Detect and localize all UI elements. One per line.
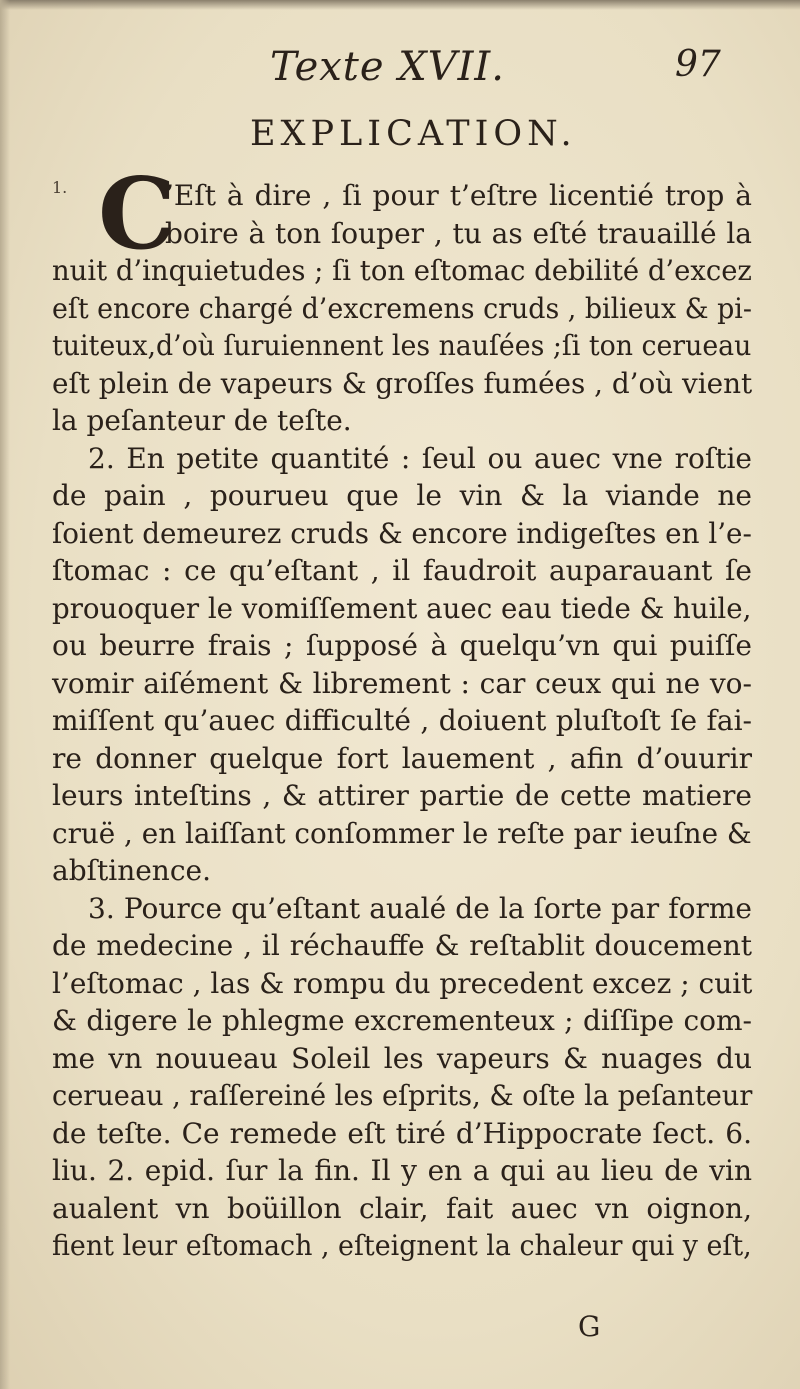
- text-line: boire à ton ſouper , tu as eſté trauaillé la: [165, 217, 752, 250]
- text-line: eſt encore chargé d’excremens cruds , bilieux & pi-: [52, 292, 752, 325]
- text-line: ’Eſt à dire , ſi pour t’eſtre licentié trop à: [165, 179, 752, 212]
- running-head: Texte XVII.: [270, 44, 505, 90]
- catchword: G: [578, 1310, 601, 1343]
- text-line: cerueau , raſſereiné les eſprits, & oſte la peſanteur: [52, 1079, 753, 1112]
- text-line: aualent vn boüillon clair, fait auec vn oignon,: [52, 1192, 752, 1225]
- text-line: vomir aiſément & librement : car ceux qui ne vo-: [52, 667, 752, 700]
- text-line: re donner quelque fort lauement , afin d’ouurir: [52, 742, 752, 775]
- text-line: l’eſtomac , las & rompu du precedent excez ; cuit: [52, 967, 753, 1000]
- text-line: 2. En petite quantité : ſeul ou auec vne roſtie: [88, 442, 752, 475]
- page-edge-shadow-top: [0, 0, 800, 10]
- text-line: ſtomac : ce qu’eſtant , il faudroit auparauant ſe: [52, 554, 752, 587]
- text-line: liu. 2. epid. ſur la fin. Il y en a qui au lieu de vin: [52, 1154, 752, 1187]
- text-line: cruë , en laiſſant conſommer le reſte par ieuſne &: [52, 817, 752, 850]
- text-line: [52, 1266, 752, 1302]
- text-line: ſoient demeurez cruds & encore indigeſtes en l’e-: [52, 517, 752, 550]
- margin-note-number: 1.: [52, 178, 68, 197]
- text-line: de teſte. Ce remede eſt tiré d’Hippocrate ſect. 6.: [52, 1117, 752, 1150]
- text-line: leurs inteſtins , & attirer partie de cette matiere: [52, 779, 752, 812]
- drop-cap-initial: C: [98, 157, 176, 272]
- text-line: eſt plein de vapeurs & groſſes fumées , d’où vient: [52, 367, 753, 400]
- text-line: 3. Pource qu’eſtant aualé de la ſorte par forme: [88, 892, 752, 925]
- section-title: EXPLICATION.: [250, 114, 577, 154]
- text-line: la peſanteur de teſte.: [52, 404, 352, 437]
- text-line: prouoquer le vomiſſement auec eau tiede & huile,: [52, 592, 752, 625]
- text-line: de pain , pourueu que le vin & la viande ne: [52, 479, 752, 512]
- page-edge-shadow-left: [0, 0, 10, 1389]
- text-line: & digere le phlegme excrementeux ; diſſipe com-: [52, 1004, 752, 1037]
- text-line: me vn nouueau Soleil les vapeurs & nuages du: [52, 1042, 752, 1075]
- text-line: miſſent qu’auec difficulté , doiuent pluſtoſt ſe fai-: [52, 704, 752, 737]
- text-line: fient leur eſtomach , eſteignent la chaleur qui y eſt,: [52, 1229, 752, 1262]
- page-number: 97: [675, 44, 721, 85]
- text-line: abſtinence.: [52, 854, 211, 887]
- text-line: de medecine , il réchauffe & reſtablit doucement: [52, 929, 752, 962]
- text-line: ou beurre frais ; ſupposé à quelqu’vn qui puiſſe: [52, 629, 752, 662]
- text-line: tuiteux,d’où ſuruiennent les nauſées ;ſi ton cerueau: [52, 329, 752, 362]
- text-line: nuit d’inquietudes ; ſi ton eſtomac debilité d’excez: [52, 254, 752, 287]
